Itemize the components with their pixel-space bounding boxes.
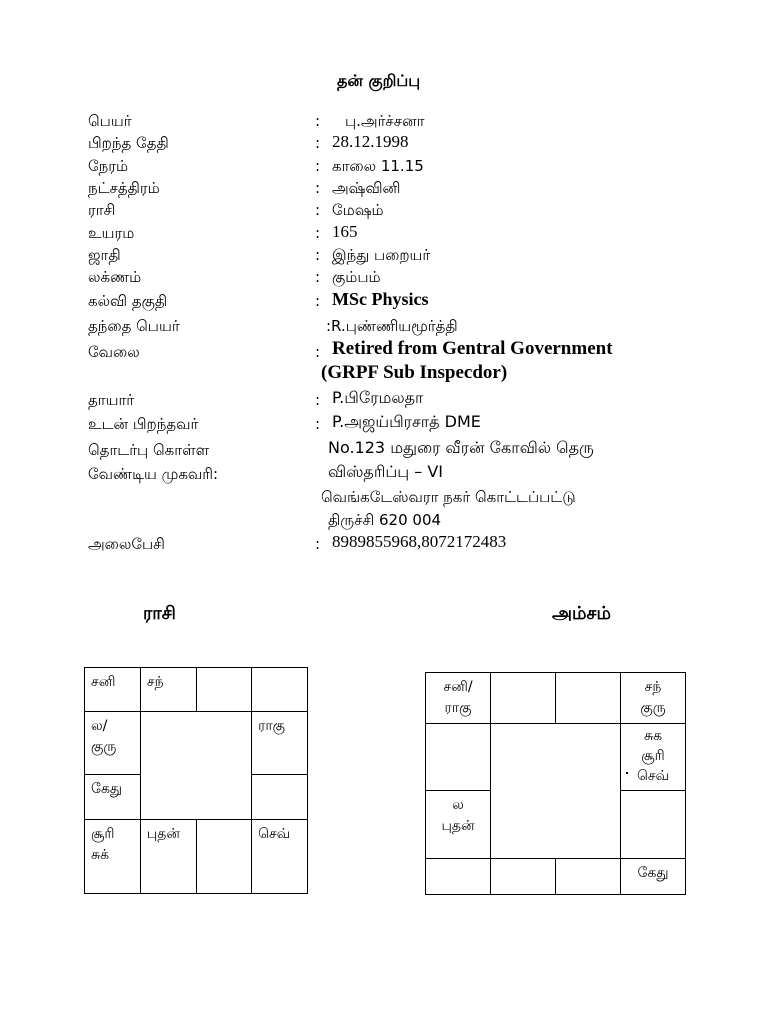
field-label-job: வேலை bbox=[88, 343, 140, 361]
field-sep: : bbox=[315, 292, 321, 310]
rasi-house bbox=[196, 820, 251, 894]
rasi-house bbox=[140, 820, 196, 894]
rasi-house-label bbox=[252, 775, 307, 783]
amsam-house bbox=[426, 673, 491, 724]
field-value-lagnam: கும்பம் bbox=[332, 268, 381, 286]
field-value-time: காலை 11.15 bbox=[332, 157, 424, 175]
field-label-sibling: உடன் பிறந்தவர் bbox=[88, 415, 199, 433]
rasi-house bbox=[85, 668, 141, 712]
amsam-house-label bbox=[491, 859, 555, 867]
rasi-house bbox=[252, 712, 308, 775]
amsam-house bbox=[621, 859, 686, 895]
field-value-address-3: வெங்கடேஸ்வரா நகர் கொட்டப்பட்டு bbox=[321, 488, 576, 506]
amsam-house bbox=[426, 859, 491, 895]
amsam-house-label bbox=[491, 673, 555, 681]
amsam-house bbox=[556, 859, 621, 895]
field-value-dob: 28.12.1998 bbox=[332, 132, 409, 151]
field-label-star: நட்சத்திரம் bbox=[88, 179, 160, 197]
field-value-star: அஷ்வினி bbox=[332, 179, 401, 197]
amsam-house-label bbox=[556, 859, 620, 867]
amsam-house-label: சுக சூரி செவ் bbox=[636, 728, 670, 784]
rasi-house bbox=[252, 668, 308, 712]
field-value-name: பு.அர்ச்சனா bbox=[345, 112, 425, 130]
amsam-house-label: கேது bbox=[637, 865, 669, 881]
field-sep: : bbox=[315, 224, 321, 242]
field-sep: : bbox=[315, 343, 321, 361]
amsam-house-label bbox=[556, 673, 620, 681]
rasi-house bbox=[252, 820, 308, 894]
amsam-house bbox=[621, 724, 686, 791]
field-label-name: பெயர் bbox=[88, 112, 132, 130]
rasi-house-label: சூரி சுக் bbox=[91, 826, 115, 863]
amsam-house-label bbox=[621, 791, 685, 799]
field-value-job-line2: (GRPF Sub Inspecdor) bbox=[321, 362, 508, 383]
field-label-rasi: ராசி bbox=[88, 201, 116, 219]
amsam-chart bbox=[425, 672, 686, 895]
field-label-time: நேரம் bbox=[88, 157, 129, 175]
field-label-mobile: அலைபேசி bbox=[88, 535, 165, 553]
field-value-sibling: P.அஜய்பிரசாத் DME bbox=[332, 412, 481, 431]
amsam-house-label bbox=[426, 859, 490, 867]
amsam-house bbox=[426, 724, 491, 791]
rasi-house-label: செவ் bbox=[258, 826, 291, 842]
rasi-house-label: புதன் bbox=[146, 826, 180, 842]
rasi-heading: ராசி bbox=[143, 603, 176, 624]
field-value-mobile: 8989855968,8072172483 bbox=[332, 532, 507, 551]
rasi-house bbox=[85, 712, 141, 775]
field-label-mother: தாயார் bbox=[88, 391, 135, 409]
amsam-heading: அம்சம் bbox=[552, 603, 611, 624]
field-value-address-4: திருச்சி 620 004 bbox=[328, 511, 442, 529]
field-sep: : bbox=[315, 157, 321, 175]
amsam-house bbox=[621, 673, 686, 724]
rasi-house-label: சந் bbox=[146, 674, 164, 690]
amsam-house-label: சந் குரு bbox=[640, 679, 666, 716]
rasi-house-label bbox=[252, 668, 307, 676]
field-value-address-1: No.123 மதுரை வீரன் கோவில் தெரு bbox=[328, 438, 594, 457]
rasi-house-label: ராகு bbox=[258, 718, 286, 734]
field-label-lagnam: லக்ணம் bbox=[88, 268, 142, 286]
field-sep: : bbox=[315, 179, 321, 197]
field-value-mother: P.பிரேமலதா bbox=[332, 388, 424, 407]
amsam-house bbox=[621, 791, 686, 859]
amsam-house-label: சனி/ ராகு bbox=[443, 679, 473, 716]
rasi-house bbox=[196, 668, 251, 712]
rasi-house bbox=[140, 668, 196, 712]
field-value-rasi: மேஷம் bbox=[332, 201, 384, 219]
field-label-caste: ஜாதி bbox=[88, 246, 121, 264]
field-sep: : bbox=[315, 268, 321, 286]
rasi-house bbox=[85, 775, 141, 820]
rasi-house-label: கேது bbox=[91, 781, 123, 797]
rasi-house-label bbox=[197, 820, 251, 828]
field-label-education: கல்வி தகுதி bbox=[88, 292, 168, 310]
rasi-house bbox=[85, 820, 141, 894]
field-label-contact-2: வேண்டிய முகவரி: bbox=[88, 465, 219, 483]
field-sep: : bbox=[315, 201, 321, 219]
stray-dot bbox=[626, 772, 628, 774]
rasi-house bbox=[252, 775, 308, 820]
field-label-dob: பிறந்த தேதி bbox=[88, 134, 169, 152]
page-title: தன் குறிப்பு bbox=[337, 71, 421, 90]
field-sep: : bbox=[315, 112, 321, 130]
amsam-house bbox=[491, 859, 556, 895]
field-sep: : bbox=[315, 415, 321, 433]
field-sep: : bbox=[315, 246, 321, 264]
field-value-father: :R.புண்ணியமூர்த்தி bbox=[326, 317, 458, 335]
amsam-house bbox=[491, 673, 556, 724]
field-sep: : bbox=[315, 535, 321, 553]
amsam-house-label: ல புதன் bbox=[441, 797, 475, 834]
field-label-height: உயரம bbox=[88, 224, 135, 242]
field-value-address-2: விஸ்தரிப்பு – VI bbox=[328, 462, 443, 481]
field-label-contact: தொடர்பு கொள்ள bbox=[88, 441, 210, 459]
rasi-center bbox=[140, 712, 251, 820]
rasi-house-label bbox=[197, 668, 251, 676]
amsam-center bbox=[491, 724, 621, 859]
amsam-house bbox=[556, 673, 621, 724]
field-sep: : bbox=[315, 391, 321, 409]
field-value-education: MSc Physics bbox=[332, 289, 429, 309]
amsam-house bbox=[426, 791, 491, 859]
rasi-house-label: சனி bbox=[91, 674, 116, 690]
amsam-house-label bbox=[426, 724, 490, 732]
field-value-height: 165 bbox=[332, 222, 358, 241]
rasi-house-label: ல/ குரு bbox=[91, 718, 117, 755]
field-label-father: தந்தை பெயர் bbox=[88, 317, 180, 335]
field-value-job: Retired from Gentral Government bbox=[332, 338, 613, 359]
rasi-chart bbox=[84, 667, 308, 894]
field-sep: : bbox=[315, 134, 321, 152]
field-value-caste: இந்து பறையர் bbox=[332, 246, 431, 264]
